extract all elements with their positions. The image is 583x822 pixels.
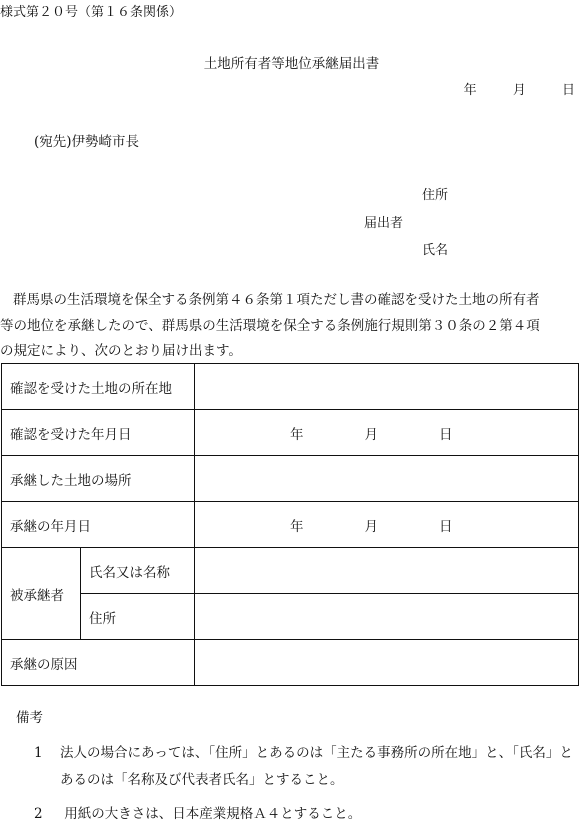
field-predecessor-address[interactable] [195, 594, 579, 640]
filer-label: 届出者 [364, 216, 404, 231]
table-row [2, 410, 579, 456]
field-predecessor-name[interactable] [195, 548, 579, 594]
table-row [2, 502, 579, 548]
date-day: 日 [439, 518, 453, 535]
table-row [2, 640, 579, 686]
body-line: 群馬県の生活環境を保全する条例第４６条第１項ただし書の確認を受けた土地の所有者 [13, 292, 540, 308]
label-predecessor-address: 住所 [81, 594, 195, 640]
body-text [0, 288, 580, 365]
table-row [2, 456, 579, 502]
note-text: 用紙の大きさは、日本産業規格Ａ４とすること。 [64, 806, 362, 822]
label-predecessor: 被承継者 [2, 548, 81, 640]
filer-address-label: 住所 [422, 188, 449, 203]
notes-title: 備考 [16, 710, 43, 726]
form-number: 様式第２０号（第１６条関係） [0, 5, 183, 20]
date-year: 年 [290, 426, 304, 443]
note-item [34, 802, 361, 822]
note-number: 2 [34, 806, 43, 822]
field-confirmed-location[interactable] [195, 364, 579, 410]
table-row [2, 548, 579, 594]
label-succession-location: 承継した土地の場所 [2, 456, 195, 502]
label-succession-date: 承継の年月日 [2, 502, 195, 548]
date-month: 月 [364, 426, 378, 443]
submission-date [464, 79, 575, 98]
body-line: 等の地位を承継したので、群馬県の生活環境を保全する条例施行規則第３０条の２第４項 [0, 317, 540, 334]
date-year: 年 [290, 518, 304, 535]
note-number: 1 [34, 745, 43, 761]
date-day: 日 [561, 83, 575, 98]
label-predecessor-name: 氏名又は名称 [81, 548, 195, 594]
document-title: 土地所有者等地位承継届出書 [203, 56, 380, 72]
notification-table [1, 363, 579, 686]
label-succession-cause: 承継の原因 [2, 640, 195, 686]
field-succession-cause[interactable] [195, 640, 579, 686]
label-confirmed-location: 確認を受けた土地の所在地 [2, 364, 195, 410]
field-confirmed-date[interactable] [195, 410, 579, 456]
table-row [2, 594, 579, 640]
field-succession-location[interactable] [195, 456, 579, 502]
filer-name-label: 氏名 [422, 243, 449, 258]
note-text: 法人の場合にあっては、「住所」とあるのは「主たる事務所の所在地」と、「氏名」とあるのは「名称及び代表者氏名」とすること。 [60, 745, 573, 788]
table-row [2, 364, 579, 410]
date-month: 月 [364, 518, 378, 535]
note-item [34, 740, 583, 794]
date-month: 月 [512, 83, 526, 98]
date-year: 年 [463, 83, 477, 98]
body-line: の規定により、次のとおり届け出ます。 [0, 343, 242, 359]
label-confirmed-date: 確認を受けた年月日 [2, 410, 195, 456]
addressee: (宛先)伊勢崎市長 [34, 134, 140, 150]
field-succession-date[interactable] [195, 502, 579, 548]
date-day: 日 [439, 426, 453, 443]
